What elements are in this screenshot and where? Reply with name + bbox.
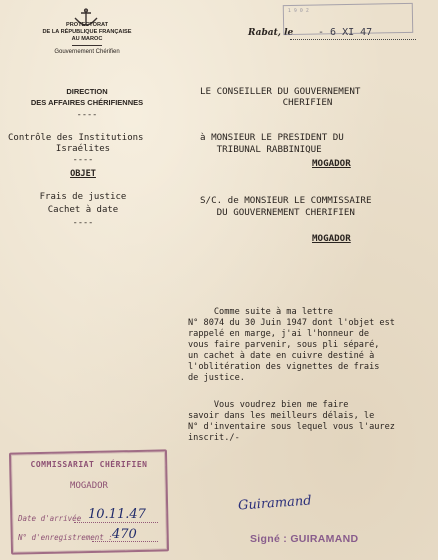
body-p2-line: savoir dans les meilleurs délais, le	[188, 411, 375, 421]
letterhead-line1: PROTECTORAT	[65, 22, 109, 28]
subject-dashes: ----	[72, 218, 94, 228]
place-label: Rabat, le	[248, 28, 294, 38]
body-p2-line: inscrit./-	[188, 433, 240, 443]
body-paragraph-2	[188, 400, 395, 444]
letterhead-line2: DE LA RÉPUBLIQUE FRANÇAISE	[42, 29, 132, 35]
stamp-title: COMMISSARIAT CHÉRIFIEN	[30, 460, 148, 469]
direction-line2: DES AFFAIRES CHÉRIFIENNES	[30, 98, 144, 107]
direction-line1: DIRECTION	[66, 87, 108, 96]
sender-line2: Israélites	[55, 144, 111, 154]
via-line1: S/C. de MONSIEUR LE COMMISSAIRE	[200, 195, 372, 206]
letterhead-government: Gouvernement Chérifien	[54, 49, 120, 55]
via-line2: DU GOUVERNEMENT CHERIFIEN	[200, 207, 355, 218]
subject-label: OBJET	[70, 169, 96, 179]
stamp-arrival-line	[74, 522, 158, 523]
stamp-reg-label: N° d'enregistrement :	[18, 533, 113, 542]
letter-date: - 6 XI 47	[318, 27, 373, 38]
subject-line1: Frais de justice	[39, 192, 127, 202]
stamp-city: MOGADOR	[70, 481, 108, 491]
subject-line2: Cachet à date	[47, 205, 119, 215]
body-paragraph-1	[188, 307, 395, 384]
letterhead-rule	[72, 45, 102, 46]
direction-dashes: ----	[76, 110, 98, 120]
body-p1-line: vous faire parvenir, sous pli séparé,	[188, 340, 380, 350]
letterhead-line3: AU MAROC	[71, 36, 103, 42]
body-p1-line: un cachet à date en cuivre destiné à	[188, 351, 375, 361]
date-underline	[290, 39, 416, 40]
stamp-arrival-value: 10.11.47	[88, 507, 146, 522]
body-p1-line: l'oblitération des vignettes de frais	[188, 362, 380, 372]
body-p1-line: de justice.	[188, 373, 245, 383]
received-stamp-text: 1 9 0 2	[287, 7, 309, 15]
via-line3: MOGADOR	[312, 233, 351, 244]
from-line2: CHERIFIEN	[282, 97, 333, 108]
body-p1-line: rappelé en marge, j'ai l'honneur de	[188, 329, 370, 339]
signed-line: Signé : GUIRAMAND	[250, 533, 359, 545]
from-line1: LE CONSEILLER DU GOUVERNEMENT	[200, 86, 361, 97]
to-line1: à MONSIEUR LE PRESIDENT DU	[200, 132, 344, 143]
sender-dashes: ----	[72, 155, 94, 165]
body-p1-line: N° 8074 du 30 Juin 1947 dont l'objet est	[188, 318, 395, 328]
to-line3: MOGADOR	[312, 158, 351, 169]
handwritten-signature: Guiramand	[237, 493, 313, 514]
body-p1-line: Comme suite à ma lettre	[188, 307, 333, 317]
sender-line1: Contrôle des Institutions	[8, 133, 144, 143]
body-p2-line: Vous voudrez bien me faire	[188, 400, 349, 410]
body-p2-line: N° d'inventaire sous lequel vous l'aurez	[188, 422, 395, 432]
to-line2: TRIBUNAL RABBINIQUE	[200, 144, 322, 155]
stamp-arrival-label: Date d'arrivée	[18, 514, 82, 523]
stamp-reg-value: 470	[112, 527, 137, 542]
